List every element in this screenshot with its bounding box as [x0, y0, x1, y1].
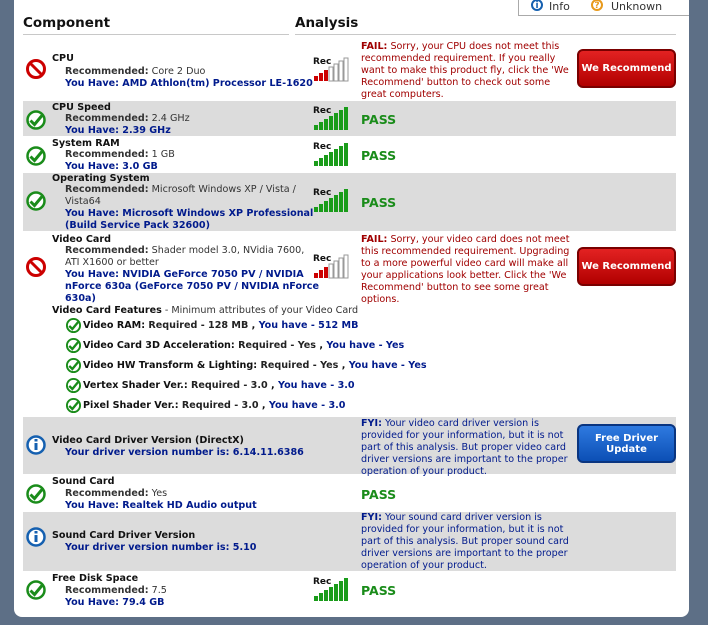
rec-value: 2.4 GHz	[151, 113, 190, 124]
have-label: You Have:	[65, 78, 119, 89]
video-recommended-cont: ATI X1600 or better	[65, 257, 159, 268]
feature-item: Vertex Shader Ver.: Required - 3.0 , You have - 3.0	[83, 380, 355, 391]
feature-name: Video RAM	[83, 320, 142, 331]
features-heading	[52, 305, 358, 316]
rec-label: Recommended:	[65, 66, 149, 77]
pass-check-icon	[65, 317, 82, 334]
pass-label: PASS	[361, 148, 397, 163]
fyi-label: FYI:	[361, 418, 382, 429]
feature-required: Required - 3.0	[181, 400, 259, 411]
sound-have	[65, 500, 257, 512]
ram-row	[23, 137, 676, 172]
pass-label: PASS	[361, 112, 397, 127]
info-icon: i	[531, 0, 543, 11]
we-recommend-button[interactable]: We Recommend	[577, 247, 676, 286]
video-driver-row	[23, 417, 676, 477]
sound-title: Sound Card	[52, 476, 115, 487]
we-recommend-button[interactable]: We Recommend	[577, 49, 676, 88]
have-label: You Have:	[65, 269, 119, 280]
have-value: 79.4 GB	[122, 597, 165, 608]
cpu-title: CPU	[52, 53, 74, 64]
signal-label: Rec	[313, 577, 332, 587]
have-label: You Have:	[65, 597, 119, 608]
pass-label: PASS	[361, 487, 397, 502]
analysis-header: Analysis	[295, 15, 359, 31]
video-recommended	[65, 245, 304, 257]
have-value: NVIDIA GeForce 7050 PV / NVIDIA	[122, 269, 304, 280]
ram-title: System RAM	[52, 138, 120, 149]
have-label: You Have:	[65, 125, 119, 136]
signal-meter-icon	[313, 55, 355, 83]
message-text: Sorry, your video card does not meet this recommended requirement. Upgrading to a more powerful video card will make all your applications look better. Click the 'We Recommend' button to see some great options.	[361, 234, 570, 305]
feature-have: You have - Yes	[326, 340, 405, 351]
feature-have: You have - 512 MB	[258, 320, 359, 331]
feature-required: Required - 128 MB	[148, 320, 249, 331]
rec-value: 7.5	[151, 585, 167, 596]
feature-name: Video HW Transform & Lighting	[83, 360, 254, 371]
have-label: You Have:	[65, 161, 119, 172]
signal-meter-icon	[313, 104, 355, 132]
pass-check-icon	[65, 377, 82, 394]
info-icon	[25, 434, 47, 456]
signal-label: Rec	[313, 188, 332, 198]
ram-have	[65, 161, 158, 173]
pass-check-icon	[65, 397, 82, 414]
cpu-speed-have	[65, 125, 171, 137]
rec-value: Shader model 3.0, NVidia 7600,	[151, 245, 305, 256]
pass-check-icon	[25, 145, 47, 167]
signal-meter-icon	[313, 252, 355, 280]
feature-required: Required - 3.0	[191, 380, 268, 391]
pass-check-icon	[25, 579, 47, 601]
video-have-cont: nForce 630a (GeForce 7050 PV / NVIDIA nForce	[65, 281, 319, 292]
message-text: Sorry, your CPU does not meet this recommended requirement. If you really want to make this product fly, click the 'We Recommend' button to check out some great computers.	[361, 41, 569, 100]
video-driver-message	[361, 418, 573, 478]
os-recommended	[65, 184, 296, 196]
rec-value: 1 GB	[151, 149, 175, 160]
feature-item: Video RAM: Required - 128 MB , You have - 512 MB	[83, 320, 358, 331]
rec-label: Recommended:	[65, 245, 149, 256]
pass-check-icon	[25, 483, 47, 505]
cpu-speed-recommended	[65, 113, 190, 125]
signal-meter-icon	[313, 140, 355, 168]
feature-required: Required - Yes	[238, 340, 317, 351]
feature-have: You have - 3.0	[268, 400, 346, 411]
signal-meter-icon	[313, 186, 355, 214]
disk-have	[65, 597, 164, 609]
ram-recommended	[65, 149, 175, 161]
rec-label: Recommended:	[65, 488, 149, 499]
video-title: Video Card	[52, 234, 111, 245]
disk-row	[23, 572, 676, 610]
info-icon	[25, 526, 47, 548]
unknown-icon: ?	[591, 0, 603, 11]
rec-value: Microsoft Windows XP / Vista /	[151, 184, 296, 195]
analysis-panel	[14, 0, 689, 617]
rec-label: Recommended:	[65, 184, 149, 195]
features-subtitle: - Minimum attributes of your Video Card	[161, 305, 359, 316]
have-label: You Have:	[65, 208, 119, 219]
fail-icon	[25, 256, 47, 278]
have-value: 2.39 GHz	[122, 125, 171, 136]
video-have-cont2: 630a)	[65, 293, 96, 304]
have-value: 3.0 GB	[122, 161, 158, 172]
signal-label: Rec	[313, 106, 332, 116]
pass-check-icon	[65, 337, 82, 354]
feature-have: You have - Yes	[348, 360, 427, 371]
fyi-label: FYI:	[361, 512, 382, 523]
feature-name: Pixel Shader Ver.	[83, 400, 175, 411]
video-card-row	[23, 232, 676, 416]
fail-icon	[25, 58, 47, 80]
signal-meter-icon	[313, 575, 355, 603]
signal-label: Rec	[313, 57, 332, 67]
video-message	[361, 234, 576, 306]
sound-driver-title: Sound Card Driver Version	[52, 530, 196, 541]
component-header: Component	[23, 15, 111, 31]
sound-recommended	[65, 488, 167, 500]
sound-card-row	[23, 475, 676, 511]
cpu-speed-row	[23, 101, 676, 136]
legend-info-label: Info	[549, 0, 570, 13]
cpu-have	[65, 78, 313, 90]
rec-label: Recommended:	[65, 149, 149, 160]
feature-required: Required - Yes	[260, 360, 339, 371]
feature-item: Pixel Shader Ver.: Required - 3.0 , You have - 3.0	[83, 400, 345, 411]
free-driver-update-button[interactable]: Free Driver Update	[577, 424, 676, 463]
divider	[23, 34, 289, 35]
legend	[518, 0, 689, 16]
os-have	[65, 208, 313, 220]
pass-check-icon	[65, 357, 82, 374]
feature-have: You have - 3.0	[278, 380, 355, 391]
feature-name: Video Card 3D Acceleration	[83, 340, 231, 351]
os-row	[23, 173, 676, 231]
message-text: Your sound card driver version is provided for your information, but it is not part of this analysis. But proper sound card driver versions are important to the proper operation of your product.	[361, 512, 569, 571]
feature-item: Video HW Transform & Lighting: Required - Yes , You have - Yes	[83, 360, 427, 371]
feature-name: Vertex Shader Ver.	[83, 380, 184, 391]
video-driver-title: Video Card Driver Version (DirectX)	[52, 435, 244, 446]
pass-check-icon	[25, 109, 47, 131]
pass-label: PASS	[361, 583, 397, 598]
rec-value: Yes	[151, 488, 168, 499]
sound-driver-row	[23, 512, 676, 571]
disk-title: Free Disk Space	[52, 573, 139, 584]
have-value: Microsoft Windows XP Professional	[122, 208, 314, 219]
signal-label: Rec	[313, 142, 332, 152]
video-driver-version: Your driver version number is: 6.14.11.6386	[65, 447, 304, 458]
disk-recommended	[65, 585, 167, 597]
os-recommended-cont: Vista64	[65, 196, 101, 207]
message-text: Your video card driver version is provided for your information, but it is not part of this analysis. But proper video card driver versions are important to the proper operation of your product.	[361, 418, 568, 477]
pass-label: PASS	[361, 195, 397, 210]
cpu-row	[23, 38, 676, 100]
cpu-message	[361, 41, 576, 101]
sound-driver-message	[361, 512, 573, 572]
fail-label: FAIL:	[361, 234, 388, 245]
have-value: Realtek HD Audio output	[122, 500, 257, 511]
rec-value: Core 2 Duo	[151, 66, 206, 77]
divider	[295, 34, 676, 35]
legend-unknown-label: Unknown	[611, 0, 663, 13]
have-label: You Have:	[65, 500, 119, 511]
video-have	[65, 269, 304, 281]
rec-label: Recommended:	[65, 585, 149, 596]
cpu-speed-title: CPU Speed	[52, 102, 111, 113]
cpu-recommended	[65, 66, 205, 78]
rec-label: Recommended:	[65, 113, 149, 124]
have-value: AMD Athlon(tm) Processor LE-1620	[122, 78, 313, 89]
feature-item: Video Card 3D Acceleration: Required - Yes , You have - Yes	[83, 340, 404, 351]
os-have-cont: (Build Service Pack 32600)	[65, 220, 210, 231]
os-title: Operating System	[52, 173, 150, 184]
signal-label: Rec	[313, 254, 332, 264]
pass-check-icon	[25, 190, 47, 212]
sound-driver-version: Your driver version number is: 5.10	[65, 542, 257, 553]
fail-label: FAIL:	[361, 41, 388, 52]
features-title: Video Card Features	[52, 305, 162, 316]
